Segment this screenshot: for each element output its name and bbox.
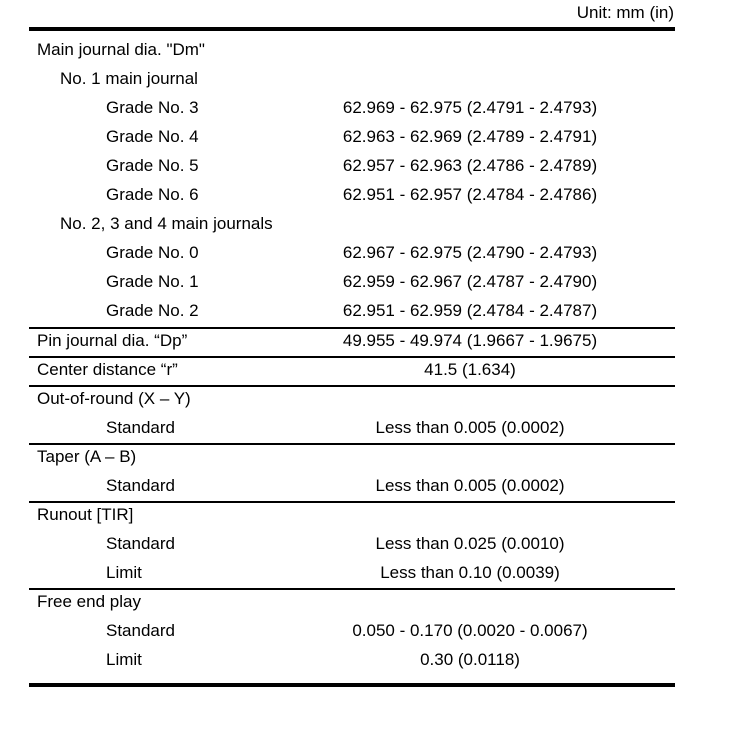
row-value: 41.5 (1.634) xyxy=(424,360,516,379)
row-value: Less than 0.005 (0.0002) xyxy=(375,418,565,437)
row-value: Less than 0.025 (0.0010) xyxy=(375,534,565,553)
row-value: 62.963 - 62.969 (2.4789 - 2.4791) xyxy=(342,127,598,146)
table-row xyxy=(0,414,736,443)
row-label: Grade No. 6 xyxy=(106,185,199,204)
table-row xyxy=(0,210,736,239)
row-label: Grade No. 5 xyxy=(106,156,199,175)
row-value: 49.955 - 49.974 (1.9667 - 1.9675) xyxy=(342,331,598,350)
table-row xyxy=(0,617,736,646)
table-row xyxy=(0,268,736,297)
row-label: Standard xyxy=(106,534,175,553)
row-label: No. 1 main journal xyxy=(60,69,198,88)
table-row xyxy=(0,327,736,356)
row-value: 62.967 - 62.975 (2.4790 - 2.4793) xyxy=(342,243,598,262)
table-row xyxy=(0,646,736,675)
row-value: 0.050 - 0.170 (0.0020 - 0.0067) xyxy=(352,621,588,640)
row-label: Standard xyxy=(106,418,175,437)
top-rule xyxy=(29,27,675,31)
row-label: Standard xyxy=(106,476,175,495)
row-label: Main journal dia. "Dm" xyxy=(37,40,205,59)
table-row xyxy=(0,152,736,181)
table-row xyxy=(0,65,736,94)
row-value: 62.951 - 62.959 (2.4784 - 2.4787) xyxy=(342,301,598,320)
row-value: Less than 0.005 (0.0002) xyxy=(375,476,565,495)
table-row xyxy=(0,559,736,588)
table-row xyxy=(0,501,736,530)
row-label: Grade No. 1 xyxy=(106,272,199,291)
row-label: Runout [TIR] xyxy=(37,505,134,524)
row-label: Out-of-round (X – Y) xyxy=(37,389,191,408)
table-row xyxy=(0,530,736,559)
row-label: Limit xyxy=(106,650,142,669)
table-row xyxy=(0,297,736,326)
table-row xyxy=(0,239,736,268)
row-value: 0.30 (0.0118) xyxy=(420,650,520,669)
row-value: 62.951 - 62.957 (2.4784 - 2.4786) xyxy=(342,185,598,204)
table-row xyxy=(0,94,736,123)
row-value: 62.959 - 62.967 (2.4787 - 2.4790) xyxy=(342,272,598,291)
row-label: Center distance “r” xyxy=(37,360,178,379)
row-label: Grade No. 2 xyxy=(106,301,199,320)
row-label: Standard xyxy=(106,621,175,640)
row-value: 62.957 - 62.963 (2.4786 - 2.4789) xyxy=(342,156,598,175)
bottom-rule xyxy=(29,683,675,687)
table-row xyxy=(0,181,736,210)
table-row xyxy=(0,356,736,385)
row-label: Grade No. 4 xyxy=(106,127,199,146)
table-row xyxy=(0,123,736,152)
table-row xyxy=(0,36,736,65)
table-row xyxy=(0,472,736,501)
row-label: Pin journal dia. “Dp” xyxy=(37,331,188,350)
table-row xyxy=(0,443,736,472)
table-row xyxy=(0,385,736,414)
row-label: Limit xyxy=(106,563,142,582)
row-label: Taper (A – B) xyxy=(37,447,137,466)
row-label: Grade No. 3 xyxy=(106,98,199,117)
row-label: Grade No. 0 xyxy=(106,243,199,262)
row-label: Free end play xyxy=(37,592,141,611)
row-value: Less than 0.10 (0.0039) xyxy=(380,563,560,582)
unit-label: Unit: mm (in) xyxy=(576,3,674,22)
row-label: No. 2, 3 and 4 main journals xyxy=(60,214,273,233)
row-value: 62.969 - 62.975 (2.4791 - 2.4793) xyxy=(342,98,598,117)
table-row xyxy=(0,588,736,617)
